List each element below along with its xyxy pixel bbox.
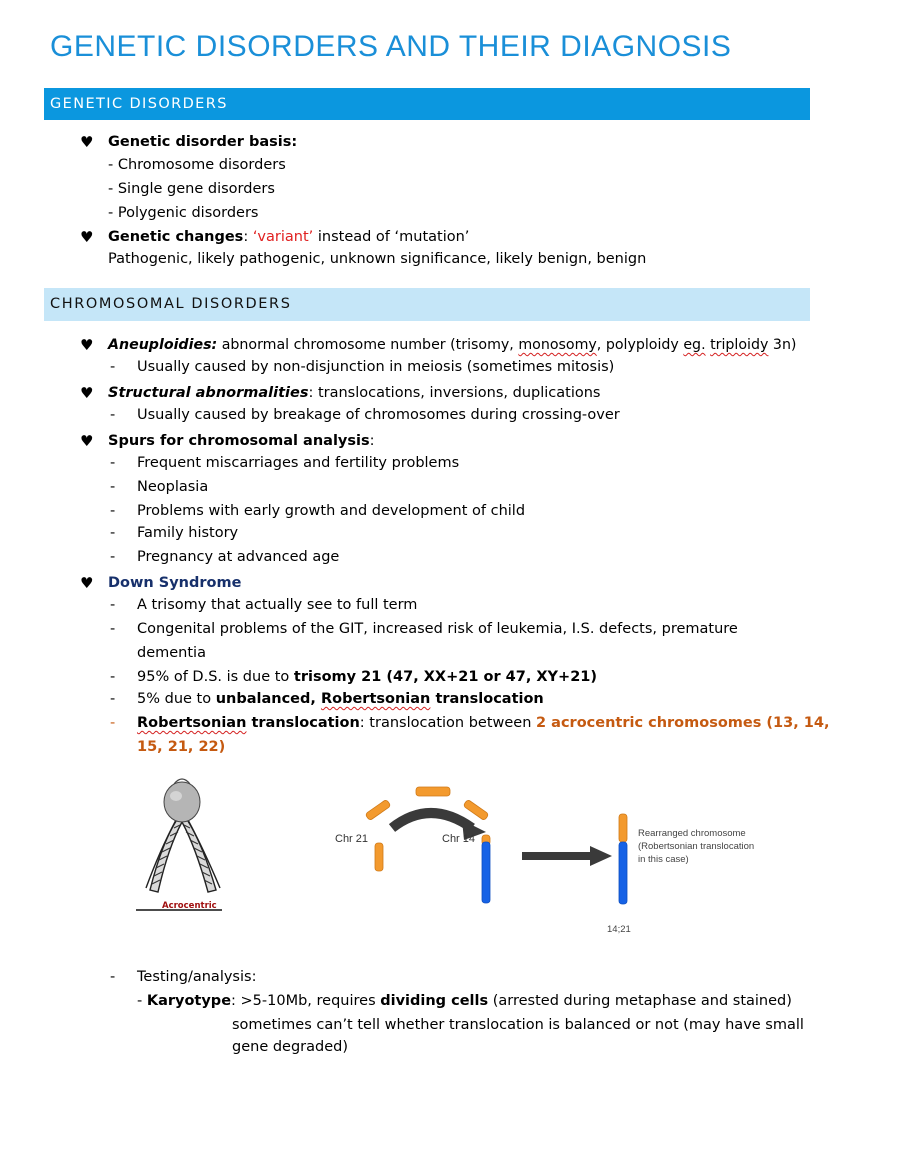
rearranged-chromosome xyxy=(615,812,631,906)
text: : >5-10Mb, requires xyxy=(231,993,381,1009)
heart-bullet-icon: ♥ xyxy=(80,133,94,151)
heart-bullet-icon: ♥ xyxy=(80,336,94,354)
text: triploidy xyxy=(710,337,769,353)
list-item-continued: dementia xyxy=(137,645,206,661)
aneuploidies-label: Aneuploidies: xyxy=(108,337,218,353)
karyotype-label: Karyotype xyxy=(146,993,232,1009)
rearranged-note xyxy=(638,827,754,866)
text: monosomy xyxy=(518,337,597,353)
text: 3n) xyxy=(768,337,797,353)
heart-bullet-icon: ♥ xyxy=(80,574,94,592)
text: dividing cells xyxy=(380,993,489,1009)
structural-line xyxy=(108,382,600,404)
list-item: Frequent miscarriages and fertility problems xyxy=(137,455,460,471)
list-item: Family history xyxy=(137,525,239,541)
chr21-label: Chr 21 xyxy=(335,833,369,845)
aneuploidies-line xyxy=(108,334,796,356)
list-item: Congenital problems of the GIT, increased risk of leukemia, I.S. defects, premature xyxy=(137,621,738,637)
acrocentric-chromosome-figure xyxy=(132,772,232,914)
text: , polyploidy xyxy=(596,337,684,353)
note-line: Rearranged chromosome xyxy=(638,828,746,839)
list-item: Usually caused by non-disjunction in meiosis (sometimes mitosis) xyxy=(137,359,615,375)
section-heading-genetic-disorders xyxy=(44,88,810,120)
dash-bullet: - xyxy=(110,479,116,495)
heart-bullet-icon: ♥ xyxy=(80,228,94,246)
page-title: GENETIC DISORDERS AND THEIR DIAGNOSIS xyxy=(50,30,732,63)
list-item: Usually caused by breakage of chromosomes during crossing-over xyxy=(137,407,620,423)
dash-bullet: - xyxy=(110,669,116,685)
text: 5% due to xyxy=(137,691,216,707)
dash-bullet: - xyxy=(110,549,116,565)
changes-rest: instead of ‘mutation’ xyxy=(313,229,470,245)
heart-bullet-icon: ♥ xyxy=(80,384,94,402)
note-line: in this case) xyxy=(638,854,689,865)
section-heading-chromosomal-disorders xyxy=(44,288,810,321)
spurs-line xyxy=(108,430,375,452)
changes-colon: : xyxy=(243,229,253,245)
list-item xyxy=(137,688,544,710)
text: unbalanced, xyxy=(215,691,321,707)
text: translocation xyxy=(246,715,360,731)
list-item xyxy=(137,666,597,688)
text: 95% of D.S. is due to xyxy=(137,669,294,685)
acrocentric-label: Acrocentric xyxy=(162,901,217,911)
list-item: - Chromosome disorders xyxy=(108,157,286,173)
dash-bullet: - xyxy=(110,969,116,985)
dash-bullet: - xyxy=(110,621,116,637)
text: : xyxy=(369,433,375,449)
list-item: Neoplasia xyxy=(137,479,209,495)
note-line: (Robertsonian translocation xyxy=(638,841,755,852)
dash-bullet: - xyxy=(110,503,116,519)
classification-line: Pathogenic, likely pathogenic, unknown significance, likely benign, benign xyxy=(108,251,647,267)
result-label: 14;21 xyxy=(607,924,631,935)
list-item: A trisomy that actually see to full term xyxy=(137,597,418,613)
karyotype-continued: sometimes can’t tell whether translocation is balanced or not (may have small xyxy=(232,1017,804,1033)
list-item: Pregnancy at advanced age xyxy=(137,549,340,565)
down-syndrome-label: Down Syndrome xyxy=(108,575,242,591)
section-heading-label: CHROMOSOMAL DISORDERS xyxy=(50,296,292,312)
dash-bullet: - xyxy=(110,691,116,707)
text: : translocations, inversions, duplications xyxy=(308,385,601,401)
text: eg. xyxy=(683,337,706,353)
text: (arrested during metaphase and stained) xyxy=(488,993,792,1009)
basis-label: Genetic disorder basis: xyxy=(108,134,298,150)
list-item-continued: 15, 21, 22) xyxy=(137,739,226,755)
karyotype-line xyxy=(137,990,792,1012)
text: abnormal chromosome number (trisomy, xyxy=(217,337,519,353)
list-item: Problems with early growth and development of child xyxy=(137,503,526,519)
spurs-label: Spurs for chromosomal analysis xyxy=(108,433,370,449)
text: Robertsonian xyxy=(320,691,431,707)
dash-bullet: - xyxy=(110,597,116,613)
text: : translocation between xyxy=(359,715,537,731)
section-heading-label: GENETIC DISORDERS xyxy=(50,96,228,112)
list-item xyxy=(137,712,829,734)
dash-bullet: - xyxy=(110,455,116,471)
text: trisomy 21 (47, XX+21 or 47, XY+21) xyxy=(293,669,598,685)
text: translocation xyxy=(430,691,544,707)
text: Robertsonian xyxy=(137,715,247,731)
dash-bullet: - xyxy=(110,407,116,423)
dash-bullet: - xyxy=(110,525,116,541)
list-item: - Polygenic disorders xyxy=(108,205,259,221)
testing-label: Testing/analysis: xyxy=(137,969,257,985)
heart-bullet-icon: ♥ xyxy=(80,432,94,450)
text: 2 acrocentric chromosomes (13, 14, xyxy=(536,715,830,731)
dash-bullet: - xyxy=(110,359,116,375)
translocation-diagram xyxy=(330,780,630,915)
genetic-changes-line xyxy=(108,226,469,248)
dash-bullet: - xyxy=(110,715,116,731)
variant-term: ‘variant’ xyxy=(252,229,314,245)
list-item: - Single gene disorders xyxy=(108,181,275,197)
text: - xyxy=(137,993,147,1009)
chr14-label: Chr 14 xyxy=(442,833,476,845)
changes-label: Genetic changes xyxy=(108,229,244,245)
structural-label: Structural abnormalities xyxy=(108,385,309,401)
karyotype-continued: gene degraded) xyxy=(232,1039,349,1055)
